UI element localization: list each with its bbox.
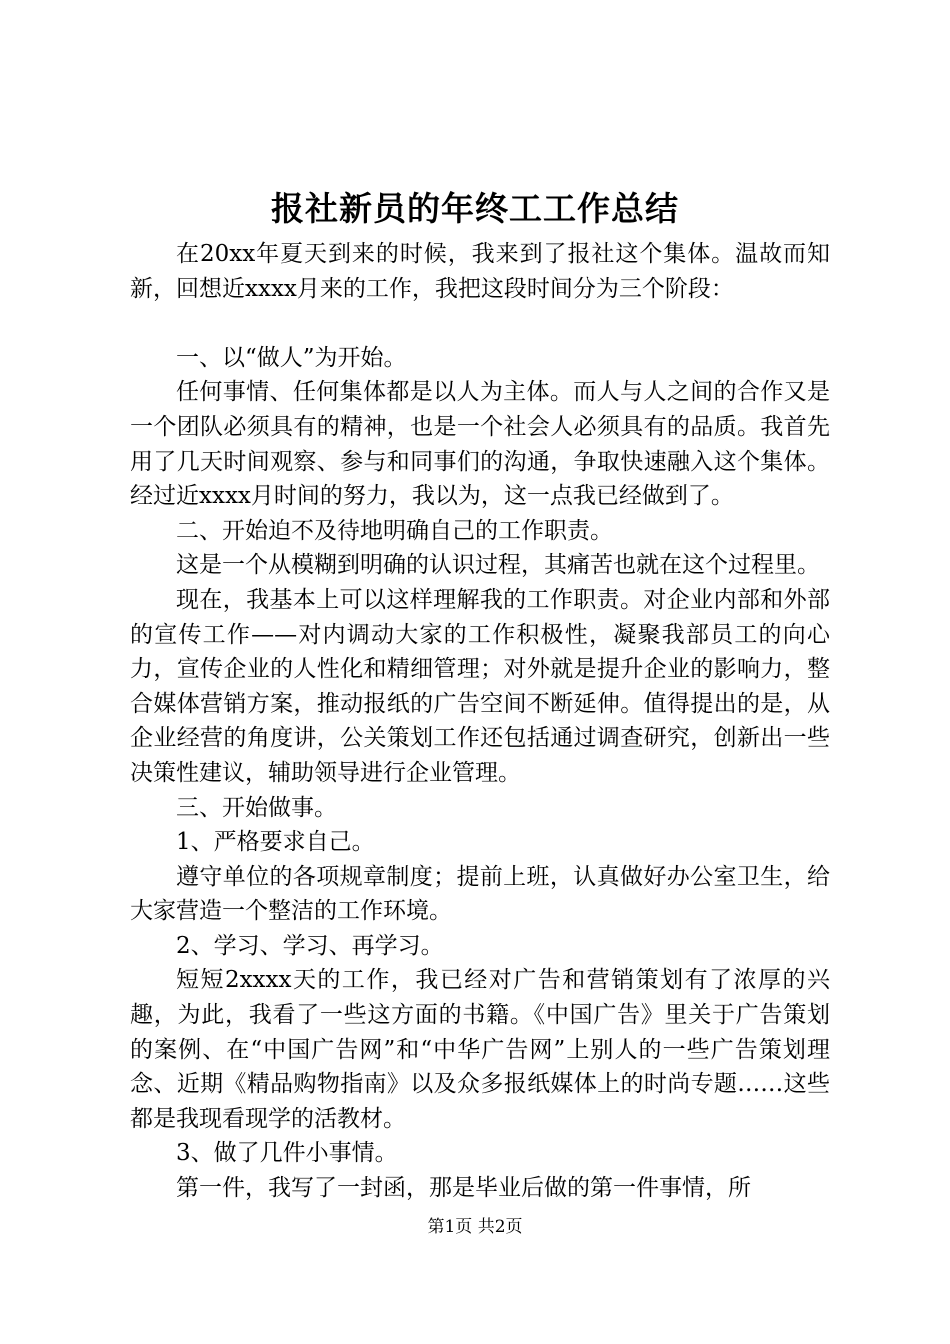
page-number-footer: 第1页 共2页 bbox=[427, 1217, 523, 1237]
subsection-heading-1: 1、严格要求自己。 bbox=[176, 829, 375, 856]
document-body bbox=[130, 237, 830, 1206]
paragraph: 现在，我基本上可以这样理解我的工作职责。对企业内部和外部的宣传工作——对内调动大家的工作积极性，凝聚我部员工的向心力，宣传企业的人性化和精细管理；对外就是提升企业的影响力，整合媒体营销方案，推动报纸的广告空间不断延伸。值得提出的是，从企业经营的角度讲，公关策划工作还包括通过调查研究，创新出一些决策性建议，辅助领导进行企业管理。 bbox=[130, 586, 830, 786]
section-heading-1: 一、以“做人”为开始。 bbox=[176, 344, 407, 371]
section-heading-2: 二、开始迫不及待地明确自己的工作职责。 bbox=[176, 517, 613, 544]
section-heading-3: 三、开始做事。 bbox=[176, 794, 337, 821]
subsection-heading-3: 3、做了几件小事情。 bbox=[176, 1140, 398, 1167]
subsection-heading-2: 2、学习、学习、再学习。 bbox=[176, 932, 444, 959]
paragraph: 短短2xxxx天的工作，我已经对广告和营销策划有了浓厚的兴趣，为此，我看了一些这方面的书籍。《中国广告》里关于广告策划的案例、在“中国广告网”和“中华广告网”上别人的一些广告策划理念、近期《精品购物指南》以及众多报纸媒体上的时尚专题……这些都是我现看现学的活教材。 bbox=[130, 967, 830, 1132]
paragraph: 任何事情、任何集体都是以人为主体。而人与人之间的合作又是一个团队必须具有的精神，也是一个社会人必须具有的品质。我首先用了几天时间观察、参与和同事们的沟通，争取快速融入这个集体。经过近xxxx月时间的努力，我以为，这一点我已经做到了。 bbox=[130, 379, 830, 510]
paragraph-intro: 在20xx年夏天到来的时候，我来到了报社这个集体。温故而知新，回想近xxxx月来的工作，我把这段时间分为三个阶段： bbox=[130, 241, 830, 302]
document-title: 报社新员的年终工工作总结 bbox=[271, 189, 679, 228]
paragraph: 这是一个从模糊到明确的认识过程，其痛苦也就在这个过程里。 bbox=[176, 552, 820, 579]
paragraph: 遵守单位的各项规章制度；提前上班，认真做好办公室卫生，给大家营造一个整洁的工作环境。 bbox=[130, 863, 830, 925]
paragraph: 第一件，我写了一封函，那是毕业后做的第一件事情，所 bbox=[176, 1175, 751, 1202]
